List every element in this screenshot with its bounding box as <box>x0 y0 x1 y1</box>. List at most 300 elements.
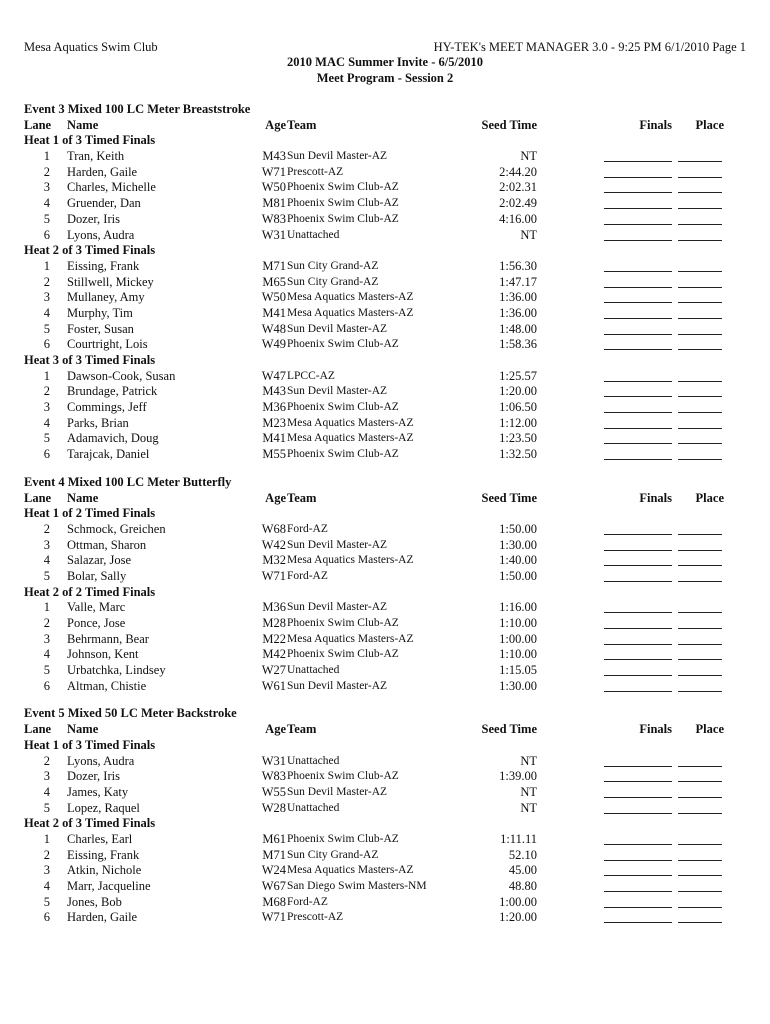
heat-label: Heat 2 of 3 Timed Finals <box>24 816 156 831</box>
swimmer-age: M28 <box>262 616 286 630</box>
swimmer-age: W71 <box>261 164 286 179</box>
swimmer-team: Sun Devil Master-AZ <box>287 785 388 798</box>
swimmer-age: W83 <box>261 769 286 784</box>
swimmer-row <box>24 165 746 181</box>
heat-label: Heat 3 of 3 Timed Finals <box>24 353 156 367</box>
lane-number: 2 <box>43 274 50 289</box>
finals-blank-line <box>604 287 672 288</box>
swimmer-name: Behrmann, Bear <box>67 631 149 646</box>
finals-blank-line <box>604 644 672 645</box>
column-name: Name <box>67 117 99 132</box>
seed-time: 1:10.00 <box>499 616 537 630</box>
column-seed-time: Seed Time <box>481 722 537 737</box>
column-team: Team <box>287 722 317 737</box>
place-blank-line <box>678 240 722 241</box>
swimmer-team: Ford-AZ <box>287 895 328 908</box>
swimmer-name: Johnson, Kent <box>67 647 139 662</box>
place-blank-line <box>678 766 722 767</box>
seed-time: 2:02.49 <box>499 196 537 211</box>
finals-blank-line <box>604 192 672 193</box>
swimmer-age: M43 <box>262 384 286 399</box>
column-age: Age <box>265 490 286 505</box>
swimmer-age: M68 <box>262 894 286 909</box>
lane-number: 5 <box>43 211 50 226</box>
seed-time: 52.10 <box>508 847 537 862</box>
place-blank-line <box>678 428 722 429</box>
swimmer-team: Ford-AZ <box>287 569 328 582</box>
place-blank-line <box>678 891 722 892</box>
swimmer-row <box>24 663 746 679</box>
swimmer-age: M42 <box>262 647 286 662</box>
swimmer-row <box>24 569 746 585</box>
seed-time: 1:12.00 <box>499 415 537 430</box>
swimmer-team: Phoenix Swim Club-AZ <box>287 648 399 661</box>
swimmer-team: Phoenix Swim Club-AZ <box>287 832 399 845</box>
column-age: Age <box>265 117 286 132</box>
seed-time: 48.80 <box>508 879 537 893</box>
swimmer-name: Marr, Jacqueline <box>67 879 151 893</box>
column-header-row <box>24 491 746 507</box>
seed-time: 1:30.00 <box>499 678 537 693</box>
column-finals: Finals <box>639 722 672 737</box>
lane-number: 4 <box>43 879 50 893</box>
event-list <box>24 102 746 938</box>
lane-number: 3 <box>43 863 50 878</box>
place-blank-line <box>678 534 722 535</box>
seed-time: 45.00 <box>508 863 537 878</box>
lane-number: 2 <box>43 164 50 179</box>
swimmer-age: M36 <box>262 600 286 615</box>
column-lane: Lane <box>24 722 52 737</box>
finals-blank-line <box>604 302 672 303</box>
swimmer-row <box>24 848 746 864</box>
software-info: HY-TEK's MEET MANAGER 3.0 - 9:25 PM 6/1/2010 Page 1 <box>433 40 746 54</box>
swimmer-row <box>24 416 746 432</box>
swimmer-name: Lyons, Audra <box>67 753 135 768</box>
place-blank-line <box>678 581 722 582</box>
place-blank-line <box>678 381 722 382</box>
seed-time: 1:16.00 <box>499 600 537 615</box>
lane-number: 5 <box>43 800 50 815</box>
column-name: Name <box>67 722 99 737</box>
finals-blank-line <box>604 271 672 272</box>
swimmer-row <box>24 212 746 228</box>
swimmer-name: Foster, Susan <box>67 321 134 336</box>
swimmer-name: Mullaney, Amy <box>67 290 145 305</box>
swimmer-row <box>24 431 746 447</box>
swimmer-row <box>24 769 746 785</box>
swimmer-row <box>24 632 746 648</box>
finals-blank-line <box>604 612 672 613</box>
column-lane: Lane <box>24 117 52 132</box>
swimmer-age: M23 <box>262 415 286 430</box>
place-blank-line <box>678 691 722 692</box>
finals-blank-line <box>604 428 672 429</box>
column-finals: Finals <box>639 490 672 505</box>
finals-blank-line <box>604 860 672 861</box>
seed-time: NT <box>520 149 537 164</box>
place-blank-line <box>678 161 722 162</box>
page-header <box>24 40 746 90</box>
place-blank-line <box>678 565 722 566</box>
swimmer-team: Mesa Aquatics Masters-AZ <box>287 432 414 445</box>
swimmer-name: Tarajcak, Daniel <box>67 447 150 462</box>
swimmer-team: Prescott-AZ <box>287 165 344 178</box>
finals-blank-line <box>604 208 672 209</box>
column-seed-time: Seed Time <box>481 490 537 505</box>
seed-time: 1:39.00 <box>499 769 537 784</box>
finals-blank-line <box>604 161 672 162</box>
place-blank-line <box>678 875 722 876</box>
column-team: Team <box>287 490 317 505</box>
lane-number: 5 <box>43 568 50 583</box>
lane-number: 1 <box>43 600 50 615</box>
swimmer-team: Mesa Aquatics Masters-AZ <box>287 864 414 877</box>
swimmer-name: Adamavich, Doug <box>67 431 159 446</box>
finals-blank-line <box>604 675 672 676</box>
seed-time: 1:50.00 <box>499 521 537 536</box>
swimmer-row <box>24 616 746 632</box>
place-blank-line <box>678 177 722 178</box>
swimmer-name: Parks, Brian <box>67 415 129 430</box>
finals-blank-line <box>604 691 672 692</box>
swimmer-team: Sun City Grand-AZ <box>287 848 379 861</box>
swimmer-team: Phoenix Swim Club-AZ <box>287 770 399 783</box>
event-title: Event 4 Mixed 100 LC Meter Butterfly <box>24 474 232 489</box>
lane-number: 3 <box>43 290 50 305</box>
swimmer-team: Sun Devil Master-AZ <box>287 601 388 614</box>
swimmer-name: Brundage, Patrick <box>67 384 158 399</box>
swimmer-team: San Diego Swim Masters-NM <box>287 880 427 892</box>
lane-number: 3 <box>43 631 50 646</box>
swimmer-row <box>24 754 746 770</box>
swimmer-age: W67 <box>261 879 286 893</box>
swimmer-team: Unattached <box>287 228 340 241</box>
column-finals: Finals <box>639 117 672 132</box>
lane-number: 2 <box>43 616 50 630</box>
place-blank-line <box>678 644 722 645</box>
swimmer-row <box>24 553 746 569</box>
finals-blank-line <box>604 349 672 350</box>
lane-number: 4 <box>43 196 50 211</box>
lane-number: 6 <box>43 678 50 693</box>
finals-blank-line <box>604 922 672 923</box>
lane-number: 1 <box>43 368 50 383</box>
swimmer-row <box>24 290 746 306</box>
seed-time: 1:36.00 <box>499 290 537 305</box>
swimmer-team: Unattached <box>287 754 340 767</box>
finals-blank-line <box>604 813 672 814</box>
swimmer-row <box>24 801 746 817</box>
place-blank-line <box>678 224 722 225</box>
lane-number: 4 <box>43 553 50 568</box>
finals-blank-line <box>604 797 672 798</box>
swimmer-age: M65 <box>262 274 286 289</box>
swimmer-row <box>24 832 746 848</box>
swimmer-age: W31 <box>261 227 286 242</box>
swimmer-name: Jones, Bob <box>67 894 122 909</box>
swimmer-age: M61 <box>262 831 286 846</box>
place-blank-line <box>678 813 722 814</box>
swimmer-name: Eissing, Frank <box>67 258 140 273</box>
swimmer-team: Mesa Aquatics Masters-AZ <box>287 554 414 567</box>
swimmer-row <box>24 149 746 165</box>
event-title: Event 3 Mixed 100 LC Meter Breaststroke <box>24 102 251 116</box>
swimmer-row <box>24 447 746 463</box>
seed-time: 1:20.00 <box>499 384 537 399</box>
swimmer-name: Eissing, Frank <box>67 847 140 862</box>
swimmer-team: Sun City Grand-AZ <box>287 259 379 272</box>
seed-time: 1:10.00 <box>499 647 537 662</box>
swimmer-team: Phoenix Swim Club-AZ <box>287 401 399 414</box>
swimmer-row <box>24 910 746 926</box>
seed-time: 4:16.00 <box>499 211 537 226</box>
lane-number: 1 <box>43 831 50 846</box>
swimmer-row <box>24 647 746 663</box>
finals-blank-line <box>604 766 672 767</box>
swimmer-age: M22 <box>262 631 286 646</box>
event-section <box>24 706 746 926</box>
place-blank-line <box>678 459 722 460</box>
column-lane: Lane <box>24 490 52 505</box>
seed-time: 1:47.17 <box>499 274 537 289</box>
finals-blank-line <box>604 781 672 782</box>
lane-number: 5 <box>43 894 50 909</box>
finals-blank-line <box>604 534 672 535</box>
seed-time: 1:00.00 <box>499 631 537 646</box>
seed-time: 2:44.20 <box>499 164 537 179</box>
swimmer-name: Charles, Earl <box>67 831 133 846</box>
finals-blank-line <box>604 334 672 335</box>
lane-number: 2 <box>43 384 50 399</box>
finals-blank-line <box>604 891 672 892</box>
seed-time: 1:25.57 <box>499 368 537 383</box>
swimmer-name: Bolar, Sally <box>67 568 127 583</box>
lane-number: 4 <box>43 647 50 662</box>
finals-blank-line <box>604 177 672 178</box>
finals-blank-line <box>604 550 672 551</box>
finals-blank-line <box>604 396 672 397</box>
swimmer-age: W31 <box>261 753 286 768</box>
lane-number: 6 <box>43 227 50 242</box>
swimmer-row <box>24 384 746 400</box>
seed-time: NT <box>520 227 537 242</box>
lane-number: 4 <box>43 305 50 320</box>
swimmer-row <box>24 785 746 801</box>
lane-number: 3 <box>43 400 50 415</box>
finals-blank-line <box>604 907 672 908</box>
swimmer-name: Harden, Gaile <box>67 910 138 925</box>
column-place: Place <box>695 722 724 737</box>
place-blank-line <box>678 271 722 272</box>
swimmer-team: Mesa Aquatics Masters-AZ <box>287 416 414 429</box>
swimmer-row <box>24 259 746 275</box>
swimmer-age: W55 <box>261 784 286 799</box>
seed-time: NT <box>520 800 537 815</box>
event-section <box>24 102 746 463</box>
seed-time: 1:58.36 <box>499 337 537 352</box>
swimmer-row <box>24 538 746 554</box>
swimmer-name: Valle, Marc <box>67 600 126 615</box>
swimmer-name: Dawson-Cook, Susan <box>67 368 176 383</box>
swimmer-name: Schmock, Greichen <box>67 521 166 536</box>
swimmer-age: W49 <box>261 337 286 352</box>
swimmer-row <box>24 895 746 911</box>
swimmer-team: Sun Devil Master-AZ <box>287 679 388 692</box>
lane-number: 2 <box>43 847 50 862</box>
swimmer-age: M41 <box>262 431 286 446</box>
column-name: Name <box>67 490 99 505</box>
swimmer-age: W28 <box>261 800 286 815</box>
swimmer-team: Prescott-AZ <box>287 911 344 924</box>
seed-time: 1:36.00 <box>499 305 537 320</box>
swimmer-row <box>24 196 746 212</box>
finals-blank-line <box>604 844 672 845</box>
heat-label: Heat 1 of 3 Timed Finals <box>24 133 156 148</box>
swimmer-age: W27 <box>261 663 286 678</box>
finals-blank-line <box>604 443 672 444</box>
swimmer-name: Murphy, Tim <box>67 305 133 320</box>
finals-blank-line <box>604 318 672 319</box>
seed-time: 1:50.00 <box>499 568 537 583</box>
column-team: Team <box>287 117 317 132</box>
swimmer-age: W83 <box>261 211 286 226</box>
finals-blank-line <box>604 459 672 460</box>
swimmer-age: M41 <box>262 305 286 320</box>
swimmer-name: Dozer, Iris <box>67 211 120 226</box>
heat-label: Heat 2 of 3 Timed Finals <box>24 243 156 258</box>
swimmer-name: Gruender, Dan <box>67 196 141 211</box>
swimmer-name: Tran, Keith <box>67 149 125 164</box>
column-age: Age <box>265 722 286 737</box>
swimmer-age: M43 <box>262 149 286 164</box>
swimmer-name: Atkin, Nichole <box>67 863 142 878</box>
place-blank-line <box>678 612 722 613</box>
swimmer-row <box>24 369 746 385</box>
swimmer-name: Ponce, Jose <box>67 616 126 630</box>
swimmer-name: Courtright, Lois <box>67 337 148 352</box>
swimmer-age: W50 <box>261 180 286 195</box>
swimmer-name: Stillwell, Mickey <box>67 274 154 289</box>
lane-number: 3 <box>43 769 50 784</box>
lane-number: 2 <box>43 753 50 768</box>
swimmer-name: Dozer, Iris <box>67 769 120 784</box>
lane-number: 2 <box>43 521 50 536</box>
seed-time: 1:20.00 <box>499 910 537 925</box>
swimmer-team: Phoenix Swim Club-AZ <box>287 617 399 629</box>
finals-blank-line <box>604 581 672 582</box>
finals-blank-line <box>604 659 672 660</box>
lane-number: 6 <box>43 910 50 925</box>
finals-blank-line <box>604 875 672 876</box>
place-blank-line <box>678 208 722 209</box>
swimmer-row <box>24 600 746 616</box>
place-blank-line <box>678 318 722 319</box>
place-blank-line <box>678 550 722 551</box>
place-blank-line <box>678 334 722 335</box>
lane-number: 1 <box>43 149 50 164</box>
seed-time: NT <box>520 753 537 768</box>
swimmer-name: Ottman, Sharon <box>67 537 147 552</box>
swimmer-row <box>24 879 746 895</box>
swimmer-row <box>24 679 746 695</box>
swimmer-team: Phoenix Swim Club-AZ <box>287 338 399 351</box>
swimmer-age: W42 <box>261 537 286 552</box>
lane-number: 6 <box>43 447 50 462</box>
place-blank-line <box>678 844 722 845</box>
swimmer-age: W50 <box>261 290 286 305</box>
finals-blank-line <box>604 240 672 241</box>
seed-time: 1:30.00 <box>499 537 537 552</box>
meet-title: 2010 MAC Summer Invite - 6/5/2010 <box>287 55 483 69</box>
swimmer-age: W61 <box>261 678 286 693</box>
place-blank-line <box>678 396 722 397</box>
swimmer-row <box>24 322 746 338</box>
swimmer-name: Commings, Jeff <box>67 400 147 415</box>
swimmer-team: Phoenix Swim Club-AZ <box>287 197 399 210</box>
seed-time: 1:56.30 <box>499 258 537 273</box>
swimmer-team: LPCC-AZ <box>287 369 335 382</box>
finals-blank-line <box>604 381 672 382</box>
lane-number: 6 <box>43 337 50 352</box>
swimmer-name: Lyons, Audra <box>67 227 135 242</box>
place-blank-line <box>678 628 722 629</box>
place-blank-line <box>678 860 722 861</box>
event-section <box>24 475 746 695</box>
swimmer-row <box>24 180 746 196</box>
seed-time: 1:11.11 <box>500 831 537 846</box>
heat-label: Heat 1 of 3 Timed Finals <box>24 737 156 752</box>
place-blank-line <box>678 349 722 350</box>
event-title: Event 5 Mixed 50 LC Meter Backstroke <box>24 706 237 721</box>
place-blank-line <box>678 675 722 676</box>
lane-number: 4 <box>43 415 50 430</box>
swimmer-age: W24 <box>261 863 286 878</box>
place-blank-line <box>678 412 722 413</box>
swimmer-name: Altman, Chistie <box>67 678 147 693</box>
swimmer-team: Phoenix Swim Club-AZ <box>287 212 399 225</box>
place-blank-line <box>678 287 722 288</box>
finals-blank-line <box>604 628 672 629</box>
swimmer-team: Phoenix Swim Club-AZ <box>287 181 399 194</box>
swimmer-age: M55 <box>262 447 286 462</box>
swimmer-age: W71 <box>261 568 286 583</box>
swimmer-row <box>24 337 746 353</box>
place-blank-line <box>678 443 722 444</box>
swimmer-team: Sun Devil Master-AZ <box>287 150 388 163</box>
place-blank-line <box>678 302 722 303</box>
seed-time: 1:23.50 <box>499 431 537 446</box>
finals-blank-line <box>604 224 672 225</box>
swimmer-team: Unattached <box>287 801 340 814</box>
lane-number: 3 <box>43 180 50 195</box>
swimmer-name: Charles, Michelle <box>67 180 156 195</box>
swimmer-team: Mesa Aquatics Masters-AZ <box>287 291 414 304</box>
swimmer-age: M32 <box>262 553 286 568</box>
seed-time: 2:02.31 <box>499 180 537 195</box>
swimmer-age: W47 <box>261 368 286 383</box>
swimmer-row <box>24 522 746 538</box>
lane-number: 4 <box>43 784 50 799</box>
seed-time: 1:40.00 <box>499 553 537 568</box>
swimmer-name: Lopez, Raquel <box>67 800 140 815</box>
place-blank-line <box>678 192 722 193</box>
swimmer-age: W68 <box>261 521 286 536</box>
column-header-row <box>24 118 746 134</box>
seed-time: 1:32.50 <box>499 447 537 462</box>
swimmer-team: Mesa Aquatics Masters-AZ <box>287 632 414 645</box>
lane-number: 5 <box>43 663 50 678</box>
